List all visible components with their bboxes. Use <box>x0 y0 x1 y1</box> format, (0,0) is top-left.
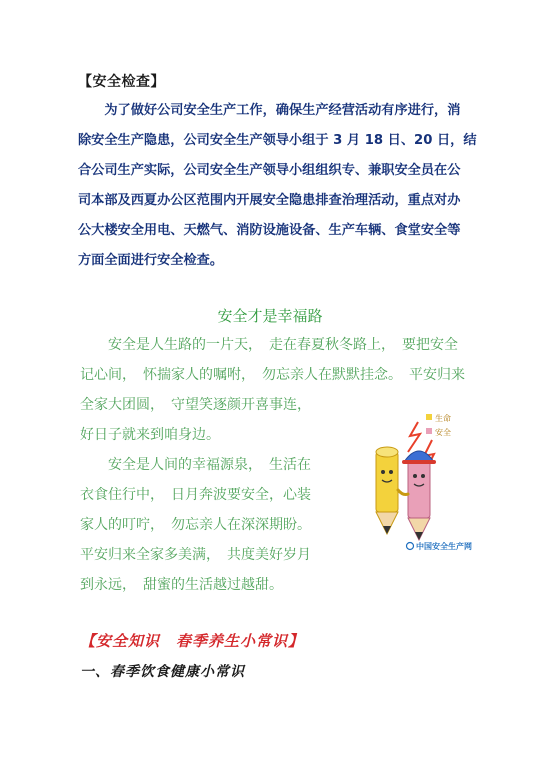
life-label: 生命 <box>435 414 451 423</box>
paragraph-line: 除安全生产隐患，公司安全生产领导小组于 3 月 18 日、20 日，结 <box>78 133 477 148</box>
paragraph-line: 方面全面进行安全检查。 <box>78 253 224 268</box>
poem-line: 安全是人间的幸福源泉， 生活在 <box>80 457 311 473</box>
paragraph-line: 公大楼安全用电、天燃气、消防设施设备、生产车辆、食堂安全等 <box>78 223 461 238</box>
safety-knowledge-heading: 【安全知识 春季养生小常识】 <box>80 632 305 650</box>
poem-line: 好日子就来到咱身边。 <box>80 427 220 443</box>
paragraph-line: 合公司生产实际，公司安全生产领导小组组织专、兼职安全员在公 <box>78 163 461 178</box>
pencils-svg <box>340 406 492 552</box>
poem-line: 家人的叮咛， 勿忘亲人在深深期盼。 <box>80 517 311 533</box>
spring-diet-subheading: 一、春季饮食健康小常识 <box>80 664 245 680</box>
life-legend-swatch <box>426 414 432 420</box>
safety-legend-swatch <box>426 428 432 434</box>
lightning-bolt-left <box>408 422 420 452</box>
poem-line: 平安归来全家多美满， 共度美好岁月 <box>80 547 311 563</box>
poem-line: 记心间， 怀揣家人的嘱咐， 勿忘亲人在默默挂念。 平安归来 <box>80 367 465 383</box>
poem-line: 到永远， 甜蜜的生活越过越甜。 <box>80 577 283 593</box>
poem-line: 全家大团圆， 守望笑逐颜开喜事连， <box>80 397 311 413</box>
paragraph-line: 司本部及西夏办公区范围内开展安全隐患排查治理活动，重点对办 <box>78 193 461 208</box>
handshake-arm <box>398 490 408 495</box>
poem-line: 安全是人生路的一片天， 走在春夏秋冬路上， 要把安全 <box>80 337 458 353</box>
safety-check-paragraph <box>78 96 477 276</box>
poem-line: 衣食住行中， 日月奔波要安全，心装 <box>80 487 311 503</box>
poem-title: 安全才是幸福路 <box>217 307 323 325</box>
safety-check-heading: 【安全检查】 <box>78 74 165 90</box>
safety-pencils-illustration <box>340 406 492 552</box>
logo-icon <box>407 543 414 550</box>
logo-text: 中国安全生产网 <box>416 542 472 551</box>
safety-label: 安全 <box>435 428 451 437</box>
paragraph-line: 为了做好公司安全生产工作，确保生产经营活动有序进行，消 <box>78 103 461 118</box>
yellow-pencil-character <box>376 447 398 534</box>
